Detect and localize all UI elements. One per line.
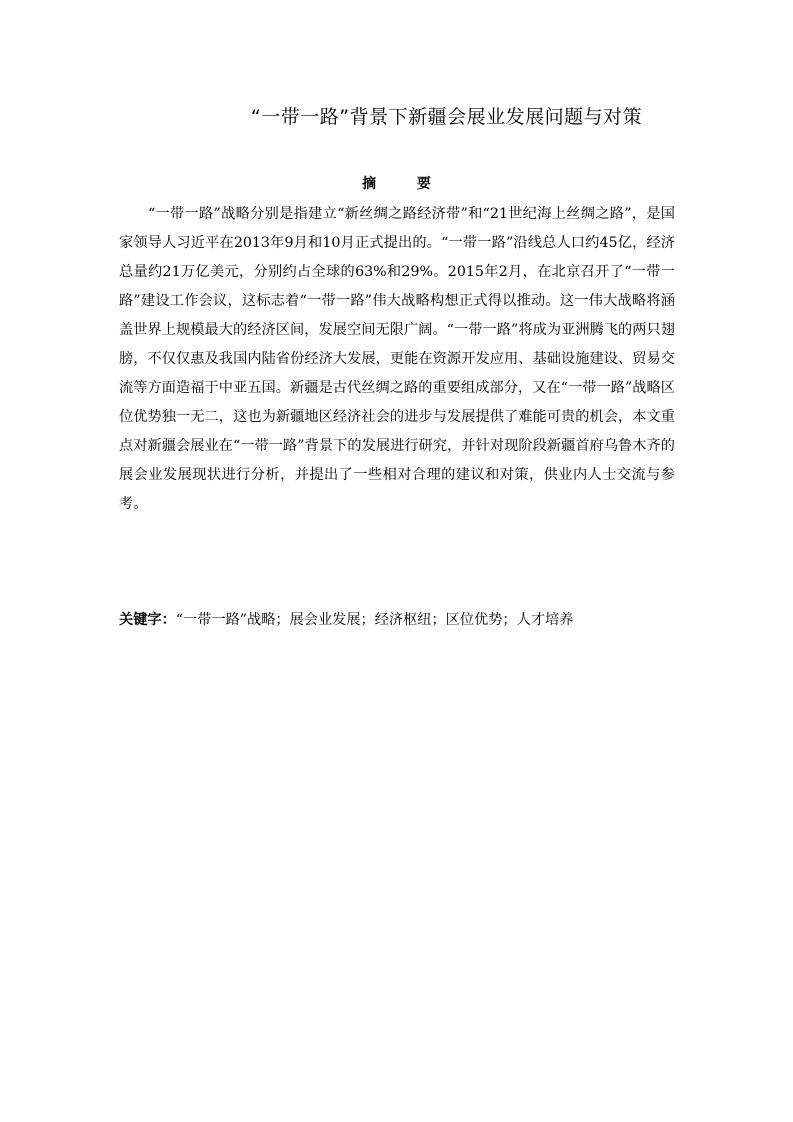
abstract-heading: 摘 要: [362, 176, 449, 192]
keywords-line: [119, 608, 675, 632]
keywords-text: “一带一路”战略；展会业发展；经济枢纽；区位优势；人才培养: [175, 612, 574, 628]
abstract-body: “一带一路”战略分别是指建立“新丝绸之路经济带”和“21世纪海上丝绸之路”，是国家领导人习近平在2013年9月和10月正式提出的。“一带一路”沿线总人口约45亿，经济总量约21万亿美元，分别约占全球的63%和29%。2015年2月，在北京召开了“一带一路”建设工作会议，这标志着“一带一路”伟大战略构想正式得以推动。这一伟大战略将涵盖世界上规模最大的经济区间，发展空间无限广阔。“一带一路”将成为亚洲腾飞的两只翅膀，不仅仅惠及我国内陆省份经济大发展，更能在资源开发应用、基础设施建设、贸易交流等方面造福于中亚五国。新疆是古代丝绸之路的重要组成部分，又在“一带一路”战略区位优势独一无二，这也为新疆地区经济社会的进步与发展提供了难能可贵的机会，本文重点对新疆会展业在“一带一路”背景下的发展进行研究，并针对现阶段新疆首府乌鲁木齐的展会业发展现状进行分析，并提出了一些相对合理的建议和对策，供业内人士交流与参考。: [119, 206, 675, 512]
keywords-label: 关键字：: [119, 612, 176, 628]
paper-title: “一带一路”背景下新疆会展业发展问题与对策: [250, 106, 643, 128]
